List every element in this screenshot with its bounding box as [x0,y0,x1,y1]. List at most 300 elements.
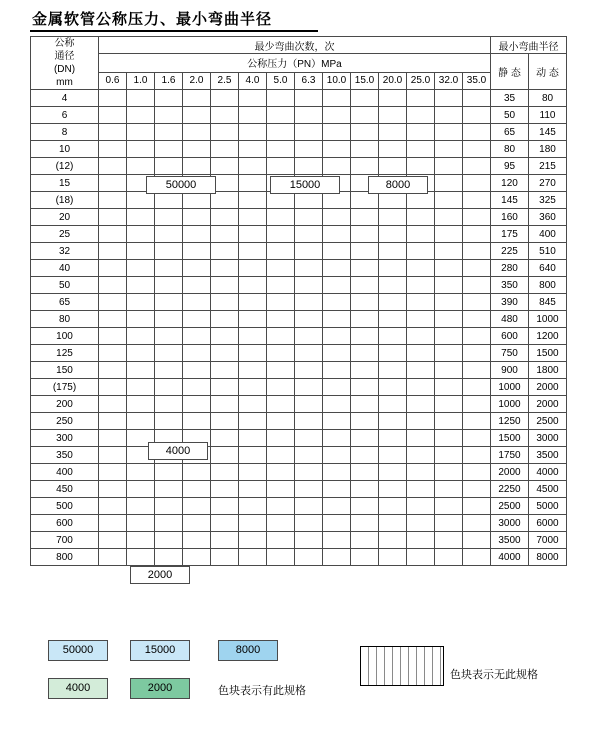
pn-cell [295,498,323,515]
pn-cell [295,549,323,566]
dn-header-line-3: (DN) [53,64,76,75]
pn-cell [127,294,155,311]
pn-cell [183,362,211,379]
legend-color-note: 色块表示有此规格 [218,685,306,697]
spec-table [30,36,567,566]
table-row [31,430,567,447]
pn-cell [183,481,211,498]
dn-cell: 65 [31,294,99,311]
pn-cell [183,498,211,515]
pn-cell [99,90,127,107]
static-radius-cell: 65 [491,124,529,141]
pn-cell [127,413,155,430]
table-row [31,362,567,379]
pn-cell [351,532,379,549]
pn-cell [211,311,239,328]
pn-cell [295,90,323,107]
pn-cell [211,413,239,430]
pn-cell [267,124,295,141]
pn-cell [351,362,379,379]
pn-cell [463,107,491,124]
pn-cell [435,158,463,175]
pn-cell [463,396,491,413]
static-radius-cell: 1750 [491,447,529,464]
pn-cell [211,158,239,175]
dn-cell: 8 [31,124,99,141]
pn-cell [127,532,155,549]
dn-header-line-4: mm [56,77,73,88]
static-radius-cell: 95 [491,158,529,175]
pn-cell [407,498,435,515]
pn-cell [379,328,407,345]
pn-cell [155,141,183,158]
table-row [31,107,567,124]
callout-50000: 50000 [146,176,216,194]
dn-cell: 400 [31,464,99,481]
pn-cell [463,532,491,549]
pn-cell [183,141,211,158]
pn-cell [323,464,351,481]
pn-cell [183,532,211,549]
table-row [31,345,567,362]
pn-cell [183,124,211,141]
pn-cell [379,396,407,413]
pn-cell [211,107,239,124]
pn-cell [295,430,323,447]
pn-cell [211,277,239,294]
dynamic-radius-cell: 3500 [529,447,567,464]
pn-cell [183,549,211,566]
pn-cell [211,209,239,226]
pn-cell [351,124,379,141]
pn-cell [99,209,127,226]
dynamic-radius-cell: 4500 [529,481,567,498]
dynamic-radius-cell: 800 [529,277,567,294]
pn-cell [99,311,127,328]
static-radius-cell: 3500 [491,532,529,549]
pn-cell [267,532,295,549]
static-radius-cell: 480 [491,311,529,328]
pn-cell [127,464,155,481]
pn-cell [211,532,239,549]
pn-cell [267,243,295,260]
pn-cell [463,447,491,464]
pn-cell [463,430,491,447]
dynamic-radius-cell: 640 [529,260,567,277]
pn-cell [99,481,127,498]
pn-cell [267,379,295,396]
pn-cell [295,260,323,277]
pn-cell [295,345,323,362]
pn-cell [99,549,127,566]
table-row [31,549,567,566]
pn-cell [155,549,183,566]
table-row [31,277,567,294]
pn-cell [267,226,295,243]
pn-cell [155,294,183,311]
pn-cell [435,124,463,141]
radius-header: 最小弯曲半径 [491,37,567,54]
header-row-2 [31,54,567,73]
pn-cell [323,277,351,294]
pn-cell [155,481,183,498]
pn-cell [183,413,211,430]
pn-cell [99,192,127,209]
dn-cell: 40 [31,260,99,277]
pn-cell [295,413,323,430]
pn-cell [183,311,211,328]
pn-cell [99,345,127,362]
pn-cell [407,328,435,345]
table-row [31,481,567,498]
dynamic-radius-cell: 2500 [529,413,567,430]
legend-box-4000: 4000 [48,678,108,699]
pn-cell [211,549,239,566]
pn-cell [211,328,239,345]
pn-cell [323,515,351,532]
pn-cell [323,413,351,430]
pn-cell [407,311,435,328]
static-radius-cell: 2500 [491,498,529,515]
legend-box-8000: 8000 [218,640,278,661]
pn-value: 2.5 [211,72,239,90]
pn-cell [239,141,267,158]
pn-cell [183,243,211,260]
pn-cell [155,311,183,328]
static-radius-cell: 390 [491,294,529,311]
dn-cell: 100 [31,328,99,345]
pn-cell [407,294,435,311]
pn-cell [127,481,155,498]
dynamic-radius-cell: 80 [529,90,567,107]
pn-cell [407,430,435,447]
pn-cell [127,311,155,328]
pn-cell [379,447,407,464]
pn-cell [379,192,407,209]
pn-cell [99,464,127,481]
pn-cell [99,396,127,413]
pn-cell [267,362,295,379]
pn-cell [239,328,267,345]
pn-cell [351,481,379,498]
pn-cell [267,413,295,430]
pn-cell [379,277,407,294]
pn-value: 6.3 [295,72,323,90]
static-radius-cell: 4000 [491,549,529,566]
pn-cell [239,362,267,379]
pn-value: 25.0 [407,72,435,90]
pn-cell [239,209,267,226]
dynamic-radius-cell: 510 [529,243,567,260]
static-radius-cell: 1250 [491,413,529,430]
pn-cell [127,549,155,566]
pn-cell [295,294,323,311]
table-head [31,37,567,90]
dynamic-radius-cell: 4000 [529,464,567,481]
pn-cell [379,549,407,566]
pn-cell [323,549,351,566]
pn-value: 15.0 [351,72,379,90]
table-row [31,192,567,209]
dn-cell: 125 [31,345,99,362]
dynamic-radius-header: 动 态 [529,54,567,90]
pn-cell [127,260,155,277]
pn-cell [127,379,155,396]
pn-cell [295,226,323,243]
pn-cell [351,243,379,260]
pn-cell [267,481,295,498]
pn-cell [99,447,127,464]
pn-cell [267,515,295,532]
static-radius-cell: 750 [491,345,529,362]
pn-cell [323,396,351,413]
pn-cell [463,481,491,498]
pn-cell [99,532,127,549]
pn-cell [155,379,183,396]
legend-box-2000: 2000 [130,678,190,699]
pn-cell [127,243,155,260]
pn-cell [239,481,267,498]
table-row [31,209,567,226]
pn-cell [99,413,127,430]
pn-cell [435,481,463,498]
pn-cell [435,226,463,243]
pn-cell [435,430,463,447]
pn-cell [127,328,155,345]
static-radius-cell: 160 [491,209,529,226]
pn-cell [295,141,323,158]
pn-cell [435,447,463,464]
table-row [31,396,567,413]
pn-cell [407,396,435,413]
pn-cell [463,243,491,260]
dynamic-radius-cell: 1200 [529,328,567,345]
pn-cell [239,294,267,311]
pn-cell [407,141,435,158]
dynamic-radius-cell: 215 [529,158,567,175]
pn-cell [99,124,127,141]
pn-cell [211,498,239,515]
pn-value: 35.0 [463,72,491,90]
pn-value: 10.0 [323,72,351,90]
pn-cell [463,379,491,396]
pn-cell [127,226,155,243]
table-row [31,447,567,464]
pn-cell [351,515,379,532]
static-radius-cell: 3000 [491,515,529,532]
pn-cell [211,396,239,413]
dynamic-radius-cell: 145 [529,124,567,141]
pn-cell [463,413,491,430]
pn-cell [239,226,267,243]
pn-cell [435,345,463,362]
pn-cell [407,260,435,277]
pn-cell [463,90,491,107]
pn-cell [463,158,491,175]
dynamic-radius-cell: 270 [529,175,567,192]
pn-cell [379,243,407,260]
pn-cell [99,175,127,192]
pn-cell [323,430,351,447]
pn-cell [323,260,351,277]
pn-cell [323,226,351,243]
pn-cell [295,515,323,532]
pn-cell [99,328,127,345]
dn-cell: 32 [31,243,99,260]
pn-cell [211,362,239,379]
pn-cell [379,158,407,175]
pn-cell [183,158,211,175]
pn-cell [267,464,295,481]
pn-cell [155,192,183,209]
pn-cell [127,107,155,124]
pn-cell [435,311,463,328]
static-radius-cell: 600 [491,328,529,345]
pn-cell [407,226,435,243]
pn-cell [323,481,351,498]
pn-cell [295,124,323,141]
pn-cell [407,447,435,464]
pn-cell [379,294,407,311]
page-title: 金属软管公称压力、最小弯曲半径 [32,10,273,28]
pn-cell [295,311,323,328]
pn-cell [435,464,463,481]
pn-cell [99,379,127,396]
pn-cell [407,124,435,141]
pn-cell [463,362,491,379]
pn-cell [407,192,435,209]
pn-cell [239,277,267,294]
pn-cell [323,345,351,362]
dn-cell: 700 [31,532,99,549]
pn-cell [323,362,351,379]
pn-cell [183,90,211,107]
pn-value: 2.0 [183,72,211,90]
table-row [31,260,567,277]
pn-cell [295,192,323,209]
pn-cell [351,226,379,243]
dynamic-radius-cell: 400 [529,226,567,243]
pn-cell [99,294,127,311]
pn-cell [463,328,491,345]
pn-cell [99,362,127,379]
pn-cell [295,481,323,498]
dynamic-radius-cell: 2000 [529,379,567,396]
pn-cell [211,481,239,498]
dn-header-cell [31,37,99,90]
pn-cell [379,124,407,141]
pn-cell [239,90,267,107]
pn-cell [155,107,183,124]
pn-cell [183,226,211,243]
pn-cell [155,532,183,549]
pn-cell [323,447,351,464]
pn-cell [379,209,407,226]
static-radius-cell: 1500 [491,430,529,447]
pn-cell [435,209,463,226]
pn-cell [351,464,379,481]
pn-cell [155,515,183,532]
pn-cell [155,158,183,175]
pn-cell [463,515,491,532]
pn-cell [267,311,295,328]
pn-cell [435,277,463,294]
pn-cell [435,396,463,413]
pn-cell [351,328,379,345]
pn-cell [239,447,267,464]
pn-cell [183,464,211,481]
pn-cell [183,260,211,277]
pn-cell [183,209,211,226]
pn-cell [379,532,407,549]
pn-cell [407,464,435,481]
pn-value: 5.0 [267,72,295,90]
pn-cell [435,107,463,124]
dn-cell: 20 [31,209,99,226]
title-underline [30,30,318,32]
pn-cell [295,277,323,294]
pn-cell [267,294,295,311]
static-radius-cell: 80 [491,141,529,158]
pn-cell [211,243,239,260]
pn-cell [127,209,155,226]
dn-cell: 500 [31,498,99,515]
pn-cell [379,226,407,243]
pn-cell [351,379,379,396]
pn-cell [435,549,463,566]
pn-cell [183,396,211,413]
pn-cell [463,549,491,566]
pn-cell [407,243,435,260]
pn-cell [239,379,267,396]
pn-cell [155,396,183,413]
legend-box-15000: 15000 [130,640,190,661]
dn-cell: 15 [31,175,99,192]
pn-value: 20.0 [379,72,407,90]
pn-cell [99,277,127,294]
pn-cell [127,141,155,158]
pn-cell [211,345,239,362]
pn-cell [127,362,155,379]
pn-cell [239,345,267,362]
table-row [31,311,567,328]
dynamic-radius-cell: 325 [529,192,567,209]
pn-cell [295,107,323,124]
pn-value: 1.6 [155,72,183,90]
pn-cell [267,328,295,345]
pn-cell [407,515,435,532]
static-radius-cell: 1000 [491,396,529,413]
dn-cell: 350 [31,447,99,464]
static-radius-cell: 175 [491,226,529,243]
pn-cell [323,209,351,226]
pn-cell [435,328,463,345]
table-row [31,532,567,549]
pn-cell [323,498,351,515]
pn-cell [407,277,435,294]
dynamic-radius-cell: 3000 [529,430,567,447]
static-radius-cell: 225 [491,243,529,260]
table-row [31,141,567,158]
static-radius-cell: 2250 [491,481,529,498]
pn-cell [463,294,491,311]
pn-cell [127,124,155,141]
pn-cell [127,192,155,209]
pn-cell [351,413,379,430]
pn-cell [463,311,491,328]
dynamic-radius-cell: 360 [529,209,567,226]
table-row [31,226,567,243]
